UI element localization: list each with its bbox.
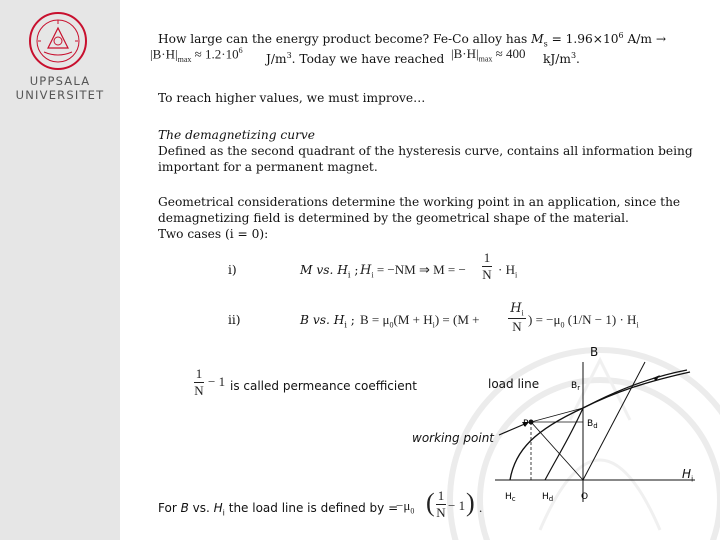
bhmax-exp: 6 [238,46,243,55]
logo-line-1: UPPSALA [29,74,91,88]
working-point-label: working point [412,431,495,445]
case-ii-eq2-sub: 0 [560,320,565,330]
final-vs: vs. [192,501,210,515]
unit-1: J/m [266,52,287,67]
final-mu: −μ [396,498,411,513]
final-minus-one: − 1 [448,498,466,513]
case-ii-desc [300,312,355,333]
case-ii-frac-num: H [510,301,522,316]
case-ii-tail: · H [619,312,637,327]
permeance-formula [192,366,232,402]
origin-label: O [581,492,589,502]
axis-hi-sub: i [691,474,694,484]
final-line [158,500,398,521]
demag-title: The demagnetizing curve [158,128,316,142]
unit-2-exp: 3 [570,51,577,60]
unit-2-end: . [576,52,580,67]
case-ii-rest-sub: i [432,320,435,330]
case-ii-frac-den: N [508,318,526,335]
permeance-frac-den: N [194,383,204,398]
p-label: P [523,419,529,429]
case-ii-sep: ; [350,313,355,327]
case-i-tail: · H [498,262,515,277]
sidebar [0,0,120,540]
final-h: H [213,501,223,515]
ms-sub: s [543,39,548,49]
reached-expr: |B·H| [451,46,479,61]
bd-label: $B_d$ [587,419,598,430]
axis-b-label: B [590,345,599,359]
case-ii-rest: (M + H [393,312,433,327]
university-seal [24,10,92,72]
ms-unit: A/m → [627,32,667,47]
case-i-rest: = −NM ⇒ M = − [376,262,466,277]
case-ii-rest2: ) = (M + [434,312,480,327]
today-text: . Today we have reached [291,52,445,67]
br-label: $B_r$ [571,381,581,392]
demagnetizing-diagram [495,342,715,512]
case-i-h-sub: i [371,270,374,280]
geom-line-1: Geometrical considerations determine the working point in an application, since the [158,195,681,209]
case-i-frac-num: 1 [483,250,491,265]
case-i-tail-sub: i [514,270,518,280]
hd-label: $H_d$ [542,492,554,503]
case-i-sub: i [347,270,351,280]
logo-line-2: UNIVERSITET [15,88,105,102]
case-ii-tail-sub: i [636,320,639,330]
final-mu-sub: 0 [410,506,415,516]
intro-question: How large can the energy product become? Fe-Co alloy has [158,32,528,47]
case-i-sep: ; [354,263,359,277]
hc-label: $H_c$ [505,492,516,503]
final-frac-den: N [436,505,446,520]
ms-symbol: M [531,32,544,47]
final-h-sub: i [222,508,225,518]
geom-line-3: Two cases (i = 0): [158,227,269,241]
load-line-label: load line [488,377,540,391]
unit-2: kJ/m [543,52,571,67]
case-ii-formula [360,300,650,336]
bhmax-formula [150,46,243,64]
final-formula: $-\mu_0$ ( $\frac{1}{N}$ − 1 ) . [396,488,483,520]
case-i-h: H [360,263,372,278]
case-ii-tail-paren: (1/N − 1) [567,312,617,327]
case-ii-label: ii) [228,313,241,327]
case-i-desc [300,262,358,283]
unit-2-line [543,48,580,67]
case-ii-text: B vs. H [300,313,345,327]
permeance-text: is called permeance coefficient [230,379,417,393]
case-ii-sub: i [344,320,347,330]
reached-value: ≈ 400 [495,46,526,61]
case-ii-b-sub: 0 [389,320,394,330]
final-b: B [180,501,189,515]
bhmax-expr: |B·H| [150,46,178,62]
case-i-text: M vs. H [300,263,348,277]
ms-value: = 1.96×10 [551,32,619,47]
bhmax-sub: max [177,54,192,64]
case-ii-b: B = μ [360,312,390,327]
demag-def-1: Defined as the second quadrant of the hysteresis curve, contains all information being [158,144,693,158]
final-prefix: For [158,501,177,515]
ms-exp: 6 [618,31,624,40]
improve-text: To reach higher values, we must improve… [158,91,426,105]
reached-sub: max [478,54,493,64]
reached-formula [451,46,526,64]
case-i-frac-den: N [482,267,492,282]
geom-line-2: demagnetizing field is determined by the geometrical shape of the material. [158,211,629,225]
seal-icon [24,10,92,72]
final-dot: . [479,500,483,515]
permeance-frac-num: 1 [195,366,203,381]
bhmax-value: ≈ 1.2·10 [194,46,239,62]
intro-line-2 [266,48,444,67]
axis-hi-h: H [682,467,692,481]
demag-def-2: important for a permanent magnet. [158,160,378,174]
final-text: the load line is defined by = [228,501,399,515]
permeance-minus-one: − 1 [208,374,226,389]
unit-1-exp: 3 [286,51,292,60]
final-frac-num: 1 [437,488,445,503]
case-ii-frac-num-sub: i [521,308,524,318]
case-ii-eq2: ) = −μ [528,312,561,327]
case-i-label: i) [228,263,237,277]
